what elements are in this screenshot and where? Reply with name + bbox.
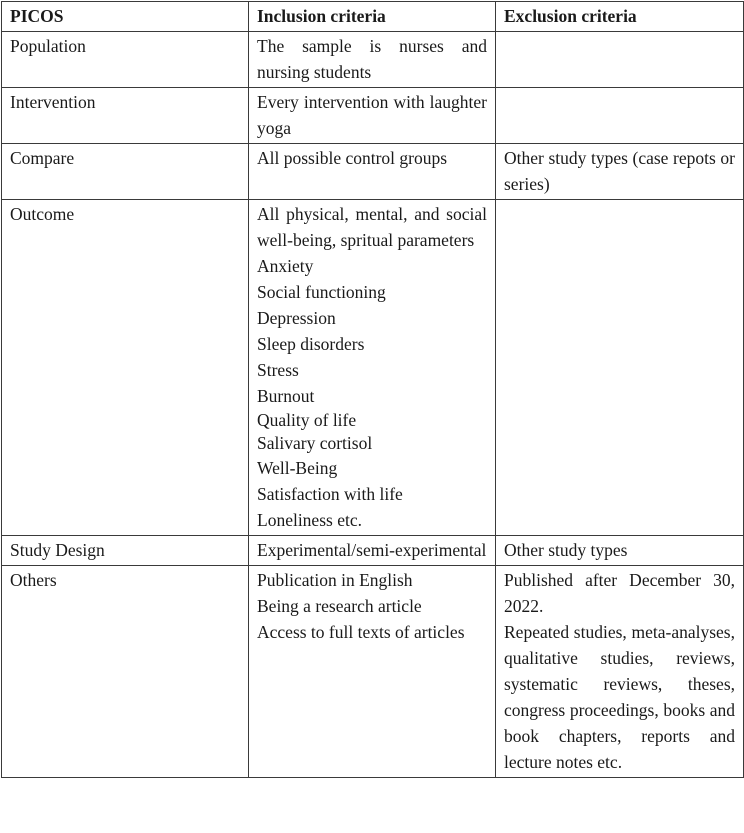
inclusion-item: Burnout [257,386,315,406]
picos-cell: Outcome [2,200,249,536]
header-picos: PICOS [2,2,249,32]
picos-cell: Compare [2,144,249,200]
picos-cell: Population [2,32,249,88]
inclusion-cell [249,32,496,88]
picos-cell: Intervention [2,88,249,144]
exclusion-item: Published after December 30, 2022. [504,570,735,616]
inclusion-item: All possible control groups [257,148,448,168]
inclusion-item: Satisfaction with life [257,484,403,504]
inclusion-item: Access to full texts of articles [257,622,465,642]
inclusion-item: Publication in English [257,570,413,590]
inclusion-item: Salivary cortisol [257,433,373,453]
inclusion-item: Depression [257,308,336,328]
header-row [2,2,744,32]
inclusion-item: The sample is nurses and nursing students [257,36,487,82]
inclusion-cell [249,144,496,200]
inclusion-item: Experimental/semi-experimental [257,540,487,560]
inclusion-item: Loneliness etc. [257,510,362,530]
picos-criteria-table [1,1,744,778]
table-row [2,144,744,200]
inclusion-item: Well-Being [257,458,338,478]
picos-cell: Others [2,566,249,778]
table-row [2,200,744,536]
inclusion-item: Anxiety [257,256,314,276]
inclusion-cell [249,566,496,778]
exclusion-item: Other study types (case repots or series) [504,148,735,194]
exclusion-cell [496,88,744,144]
inclusion-cell [249,88,496,144]
inclusion-cell [249,536,496,566]
exclusion-cell [496,32,744,88]
table-row [2,566,744,778]
table-row [2,88,744,144]
exclusion-cell [496,566,744,778]
exclusion-cell [496,536,744,566]
inclusion-item: Being a research article [257,596,422,616]
table-row [2,536,744,566]
exclusion-item: Other study types [504,540,628,560]
exclusion-cell [496,144,744,200]
inclusion-item: Quality of life [257,410,357,430]
table-row [2,32,744,88]
inclusion-cell [249,200,496,536]
inclusion-item: All physical, mental, and social well-being, spritual parameters [257,204,487,250]
inclusion-item: Stress [257,360,299,380]
header-exclusion: Exclusion criteria [496,2,744,32]
exclusion-cell [496,200,744,536]
exclusion-item: Repeated studies, meta-analyses, qualitative studies, reviews, systematic reviews, theses, congress proceedings, books and book chapters, reports and lecture notes etc. [504,622,735,772]
inclusion-item: Sleep disorders [257,334,365,354]
inclusion-item: Every intervention with laughter yoga [257,92,487,138]
picos-cell: Study Design [2,536,249,566]
header-inclusion: Inclusion criteria [249,2,496,32]
inclusion-item: Social functioning [257,282,386,302]
